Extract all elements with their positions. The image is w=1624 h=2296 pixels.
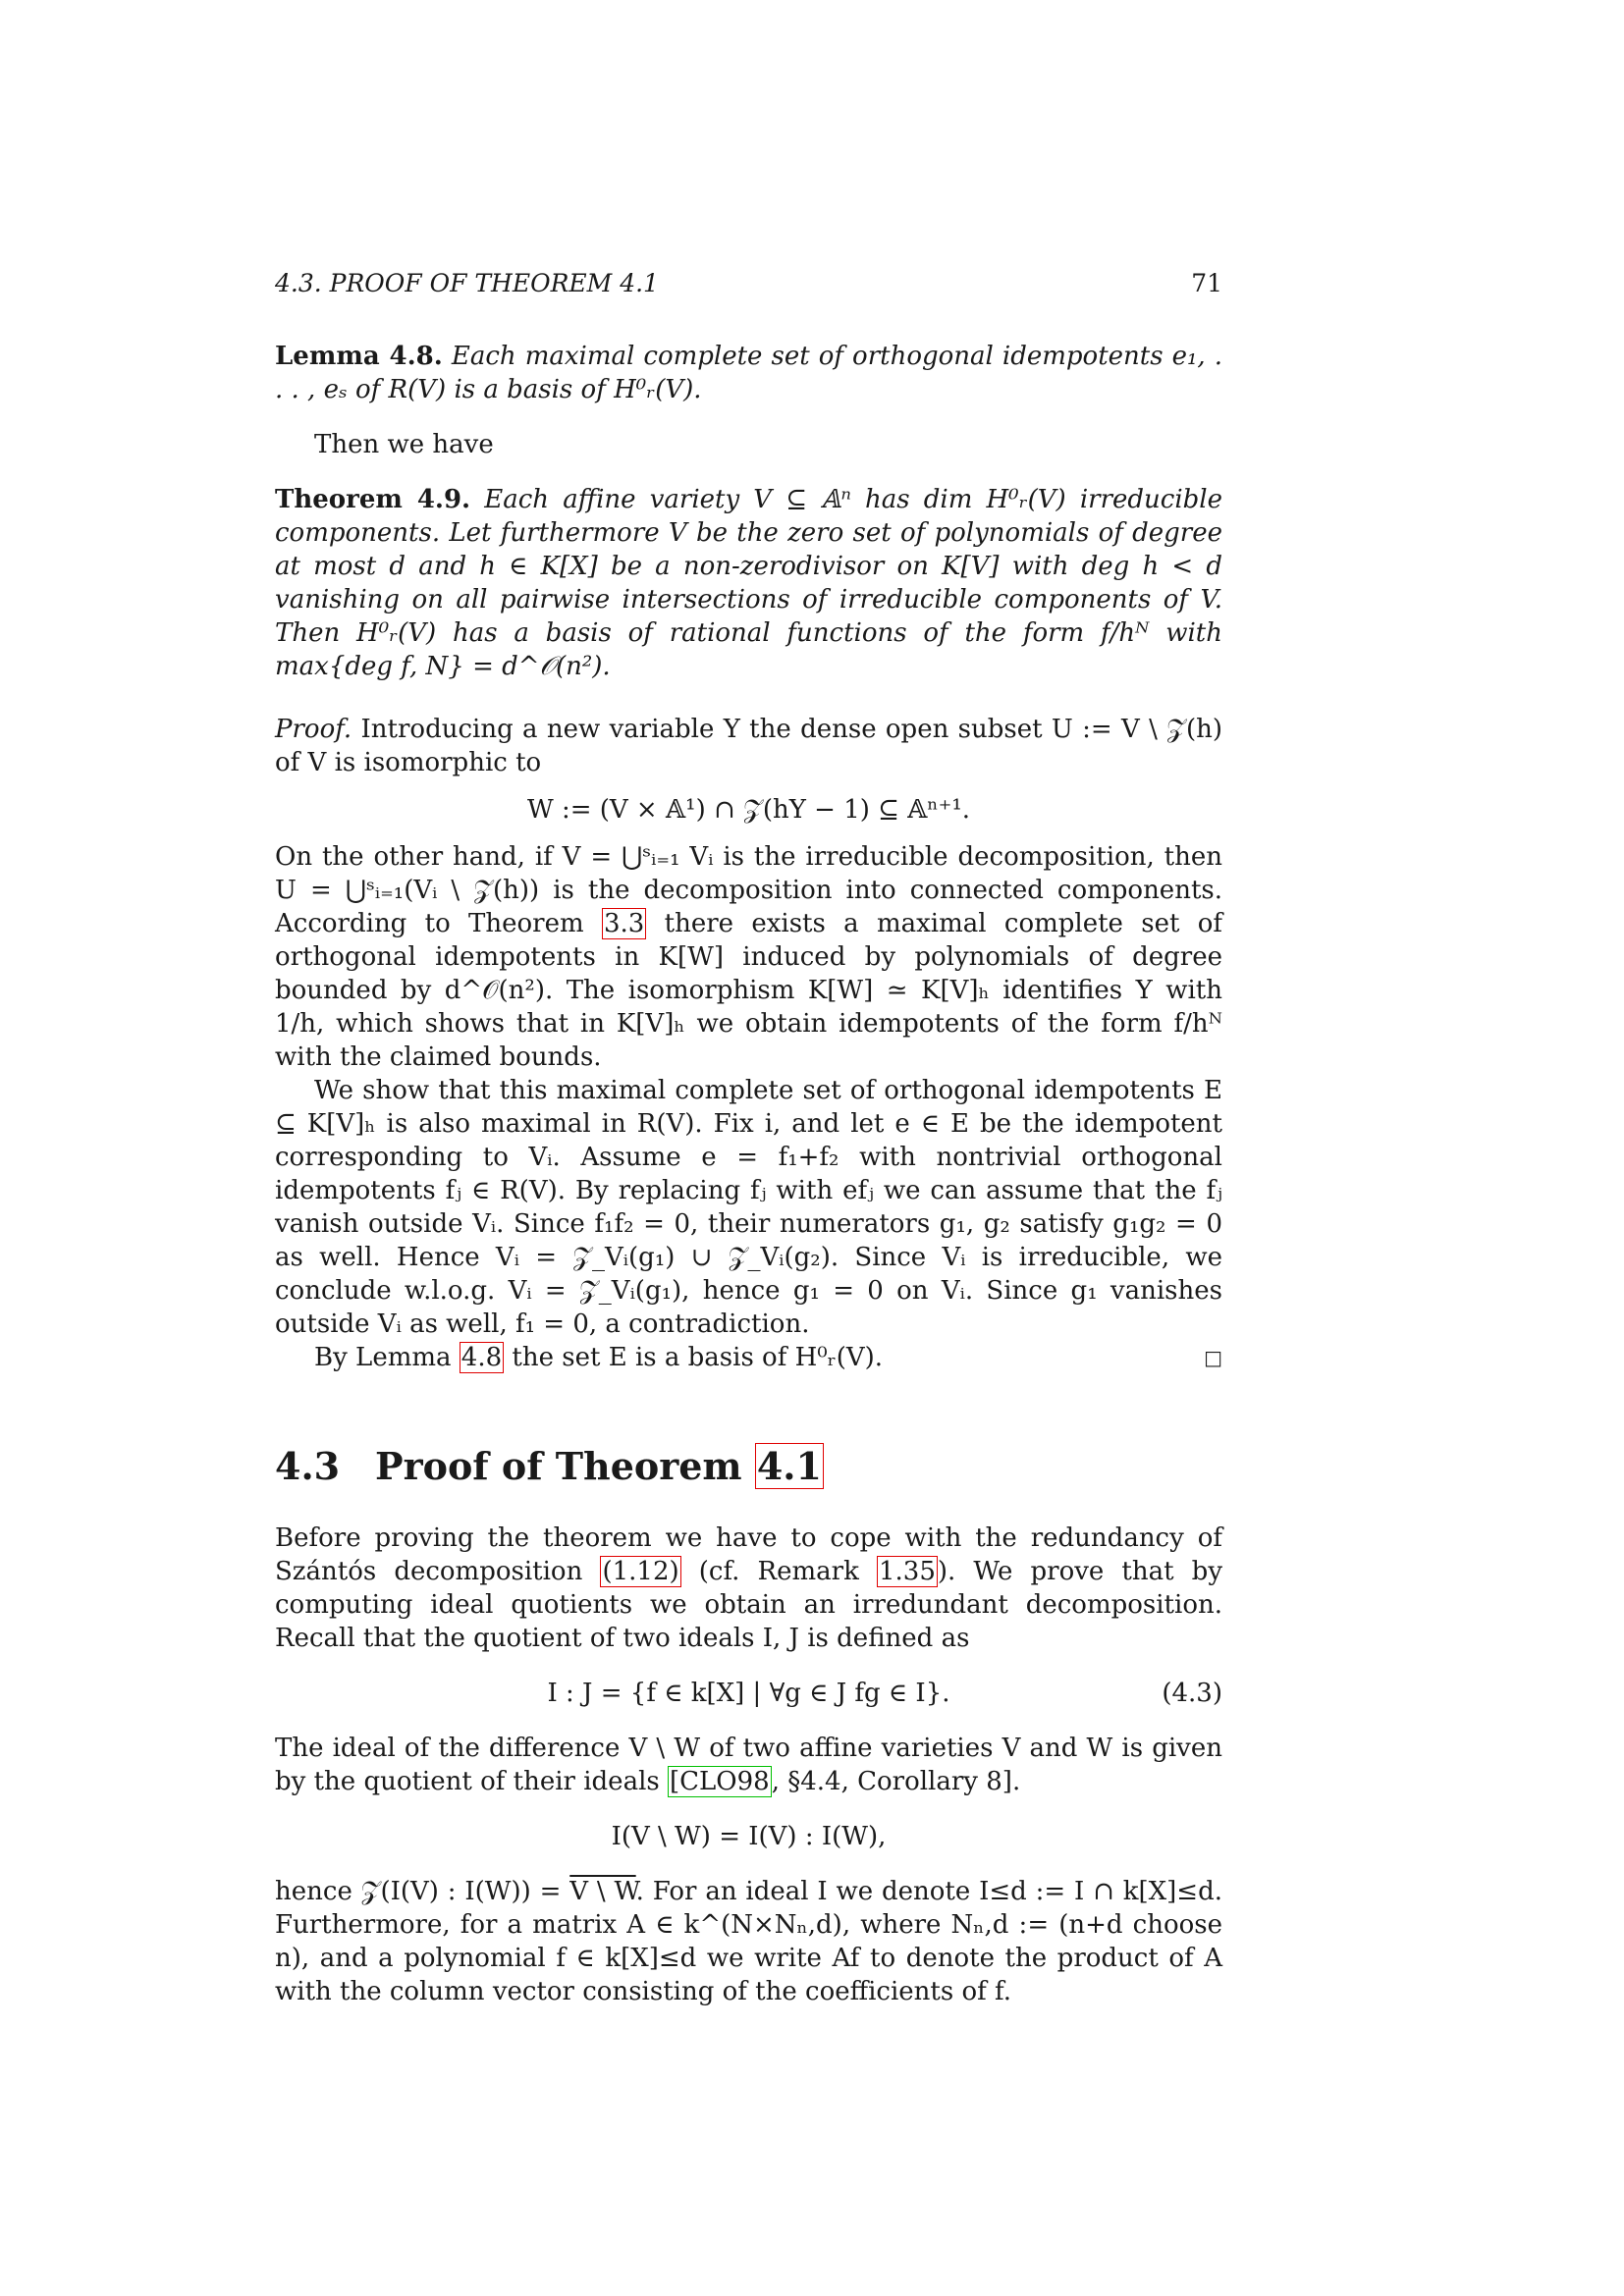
body-p3-text-a: hence 𝒵(I(V) : I(W)) = [275,1877,570,1906]
proof-p3-text-a: By Lemma [314,1343,460,1372]
theorem-4-9 [275,483,1222,683]
body-paragraph-1 [275,1522,1222,1655]
theorem-label: Theorem 4.9. [275,485,471,514]
qed-symbol: □ [1204,1346,1222,1369]
theorem-3-3-link[interactable]: 3.3 [603,909,645,938]
proof-paragraph-1 [275,840,1222,1074]
body-p3-text-b: . For an ideal I we denote I≤d := I ∩ k[X]≤d. Furthermore, for a matrix A ∈ k^(N×Nₙ,d), where Nₙ,d := (n+d choose n), and a polynomial f ∈ k[X]≤d we write Af to denote the product of A with the column vector consisting of the coefficients of f. [275,1877,1222,2006]
page-number: 71 [1191,269,1222,297]
running-title: 4.3. PROOF OF THEOREM 4.1 [275,269,659,297]
proof-intro-text: Introducing a new variable Y the dense open subset U := V \ 𝒵(h) of V is isomorphic to [275,715,1222,777]
lemma-label: Lemma 4.8. [275,342,443,371]
lemma-4-8-link[interactable]: 4.8 [460,1343,503,1372]
proof-intro [275,713,1222,779]
section-title-text: Proof of Theorem [375,1444,755,1488]
theorem-text: Each affine variety V ⊆ 𝔸ⁿ has dim H⁰ᵣ(V) irreducible components. Let furthermore V be the zero set of polynomials of degree at most d and h ∈ K[X] be a non-zerodivisor on K[V] with deg h < d vanishing on all pairwise intersections of irreducible components of V. Then H⁰ᵣ(V) has a basis of rational functions of the form f/hᴺ with max{deg f, N} = d^𝒪(n²). [275,485,1223,681]
lemma-4-8 [275,340,1222,406]
lemma-text: Each maximal complete set of orthogonal idempotents e₁, . . . , eₛ of R(V) is a basis of H⁰ᵣ(V). [275,342,1223,404]
display-equation-w: W := (V × 𝔸¹) ∩ 𝒵(hY − 1) ⊆ 𝔸ⁿ⁺¹. [526,795,971,825]
body-p1-text-b: (cf. Remark [680,1557,877,1586]
equation-4-3-number: (4.3) [1162,1679,1222,1708]
proof-paragraph-3 [275,1341,1222,1374]
theorem-4-1-link[interactable]: 4.1 [756,1444,822,1488]
proof-p1-text-a: On the other hand, if V = ⋃ˢᵢ₌₁ Vᵢ is the irreducible decomposition, then U = ⋃ˢᵢ₌₁(Vᵢ \ 𝒵(h)) is the decomposition into connected components. According to Theorem [275,842,1222,938]
equation-4-3 [275,1677,1222,1710]
section-number: 4.3 [275,1444,341,1488]
body-paragraph-3 [275,1875,1222,2008]
equation-1-12-link[interactable]: (1.12) [602,1557,679,1586]
body-p2-text-a: The ideal of the difference V \ W of two affine varieties V and W is given by the quotient of their ideals [275,1734,1222,1796]
clo98-citation-link[interactable]: [CLO98 [670,1767,770,1796]
equation-4-3-body: I : J = {f ∈ k[X] | ∀g ∈ J fg ∈ I}. [547,1679,950,1708]
then-we-have: Then we have [314,430,494,459]
running-header [275,267,1222,302]
proof-p3-text-b: the set E is a basis of H⁰ᵣ(V). [504,1343,884,1372]
page [275,267,1222,2008]
body-p2-text-b: , §4.4, Corollary 8]. [771,1767,1021,1796]
body-p1-text-a: Before proving the theorem we have to cope with the redundancy of Szántós decomposition [275,1523,1222,1586]
body-paragraph-2 [275,1732,1222,1798]
remark-1-35-link[interactable]: 1.35 [878,1557,936,1586]
proof-paragraph-2: We show that this maximal complete set of orthogonal idempotents E ⊆ K[V]ₕ is also maximal in R(V). Fix i, and let e ∈ E be the idempotent corresponding to Vᵢ. Assume e = f₁+f₂ with nontrivial orthogonal idempotents fⱼ ∈ R(V). By replacing fⱼ with efⱼ we can assume that the fⱼ vanish outside Vᵢ. Since f₁f₂ = 0, their numerators g₁, g₂ satisfy g₁g₂ = 0 as well. Hence Vᵢ = 𝒵_Vᵢ(g₁) ∪ 𝒵_Vᵢ(g₂). Since Vᵢ is irreducible, we conclude w.l.o.g. Vᵢ = 𝒵_Vᵢ(g₁), hence g₁ = 0 on Vᵢ. Since g₁ vanishes outside Vᵢ as well, f₁ = 0, a contradiction. [275,1076,1222,1339]
section-heading [275,1443,1222,1490]
closure-v-minus-w: V \ W [569,1877,636,1906]
proof-label: Proof. [275,715,352,744]
body-p1-text-c: ). We prove that by computing ideal quotients we obtain an irredundant decomposition. Recall that the quotient of two ideals I, J is defined as [275,1557,1223,1653]
equation-difference: I(V \ W) = I(V) : I(W), [611,1822,887,1851]
proof-p1-text-b: there exists a maximal complete set of orthogonal idempotents in K[W] induced by polynomials of degree bounded by d^𝒪(n²). The isomorphism K[W] ≃ K[V]ₕ identifies Y with 1/h, which shows that in K[V]ₕ we obtain idempotents of the form f/hᴺ with the claimed bounds. [275,909,1223,1072]
